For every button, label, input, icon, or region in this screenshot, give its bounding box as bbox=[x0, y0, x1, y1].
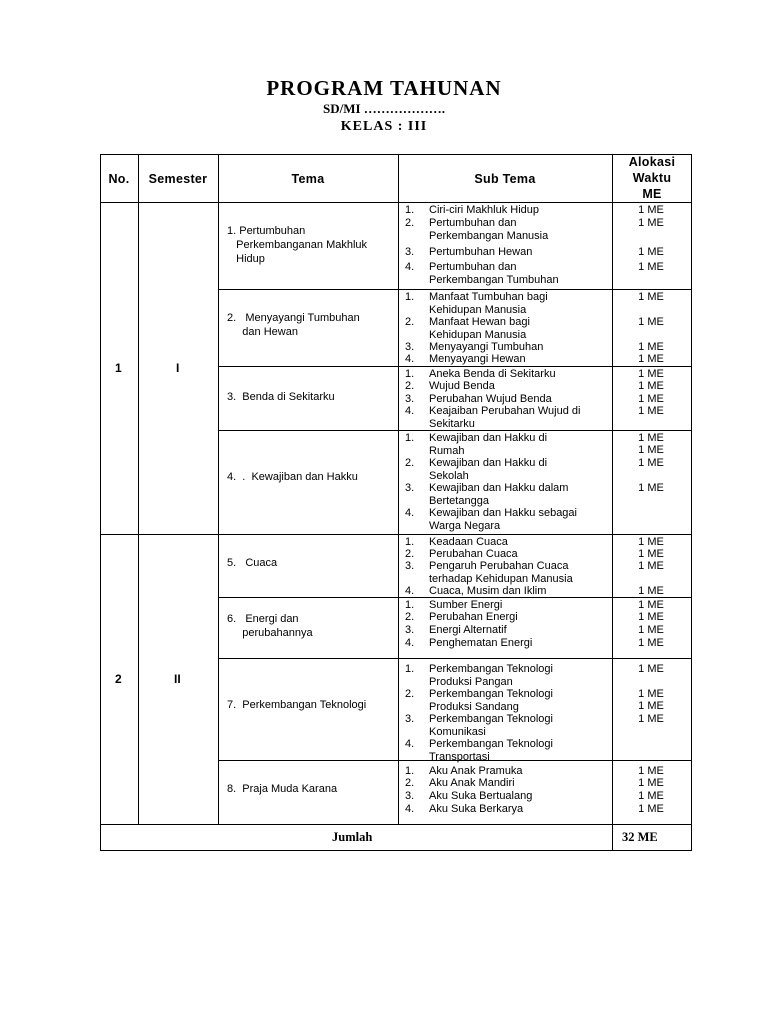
total-label: Jumlah bbox=[332, 830, 373, 844]
subtema-text bbox=[429, 663, 607, 688]
subtema-number: 4. bbox=[405, 637, 415, 649]
header-alokasi-2: Waktu bbox=[632, 171, 672, 185]
subtema-number: 1. bbox=[405, 599, 415, 611]
subtema-number: 3. bbox=[405, 393, 415, 405]
subtema-line: Perkembangan Tumbuhan bbox=[429, 273, 559, 286]
column-divider bbox=[218, 154, 219, 824]
header-alokasi-1: Alokasi bbox=[628, 155, 676, 169]
subtema-line: Energi Alternatif bbox=[429, 624, 507, 636]
subtema-text bbox=[429, 204, 607, 217]
alokasi-value: 1 ME bbox=[638, 261, 664, 273]
subtema-line: Menyayangi Hewan bbox=[429, 353, 526, 365]
subtema-item bbox=[405, 713, 610, 738]
subtema-text bbox=[429, 432, 607, 457]
subtema-line: Kewajiban dan Hakku sebagai bbox=[429, 507, 577, 519]
alokasi-value: 1 ME bbox=[638, 341, 664, 353]
subtema-number: 2. bbox=[405, 548, 415, 560]
subtema-line: Rumah bbox=[429, 444, 465, 457]
subtema-number: 4. bbox=[405, 803, 415, 815]
subtema-line: Kehidupan Manusia bbox=[429, 328, 527, 341]
subtema-item bbox=[405, 217, 610, 242]
subtema-line: terhadap Kehidupan Manusia bbox=[429, 572, 573, 585]
subtema-line: Perkembangan Teknologi bbox=[429, 738, 553, 750]
column-divider bbox=[138, 154, 139, 824]
subtema-item bbox=[405, 688, 610, 713]
tema-divider bbox=[218, 289, 692, 290]
subtema-text bbox=[429, 713, 607, 738]
subtema-number: 4. bbox=[405, 585, 415, 597]
page-title: PROGRAM TAHUNAN bbox=[266, 76, 502, 100]
subtema-number: 3. bbox=[405, 624, 415, 636]
footer-divider bbox=[100, 824, 692, 825]
subtema-number: 4. bbox=[405, 507, 415, 519]
subtema-item bbox=[405, 261, 610, 286]
subtema-item bbox=[405, 624, 610, 637]
header-subtema: Sub Tema bbox=[474, 172, 536, 186]
subtema-text bbox=[429, 316, 607, 341]
subtema-item bbox=[405, 507, 610, 532]
subtema-item bbox=[405, 585, 610, 598]
subtema-item bbox=[405, 611, 610, 624]
subtema-text bbox=[429, 536, 607, 549]
class-line: KELAS : III bbox=[340, 119, 428, 134]
header-semester: Semester bbox=[148, 172, 208, 186]
subtema-item bbox=[405, 204, 610, 217]
subtema-number: 3. bbox=[405, 482, 415, 494]
alokasi-value: 1 ME bbox=[638, 482, 664, 494]
subtema-line: Aku Anak Mandiri bbox=[429, 777, 515, 789]
subtema-line: Pertumbuhan dan bbox=[429, 261, 517, 273]
subtema-number: 4. bbox=[405, 405, 415, 417]
subtema-text bbox=[429, 585, 607, 598]
table-border-right bbox=[691, 154, 692, 851]
header-alokasi bbox=[612, 154, 692, 202]
alokasi-value: 1 ME bbox=[638, 637, 664, 649]
subtema-text bbox=[429, 777, 607, 790]
subtema-line: Perkembangan Teknologi bbox=[429, 713, 553, 725]
tema-line: 4. . Kewajiban dan Hakku bbox=[227, 471, 358, 483]
subtema-text bbox=[429, 291, 607, 316]
alokasi-value: 1 ME bbox=[638, 444, 664, 456]
subtema-line: Perubahan Wujud Benda bbox=[429, 393, 552, 405]
subtema-text bbox=[429, 405, 607, 430]
subtema-line: Wujud Benda bbox=[429, 380, 495, 392]
subtema-number: 2. bbox=[405, 457, 415, 469]
subtema-text bbox=[429, 688, 607, 713]
subtema-line: Transportasi bbox=[429, 750, 490, 763]
subtema-text bbox=[429, 353, 607, 366]
table-border-top bbox=[100, 154, 692, 155]
subtema-line: Komunikasi bbox=[429, 725, 486, 738]
subtema-item bbox=[405, 246, 610, 259]
alokasi-value: 1 ME bbox=[638, 803, 664, 815]
tema-cell bbox=[227, 698, 366, 712]
subtema-item bbox=[405, 637, 610, 650]
subtema-text bbox=[429, 548, 607, 561]
column-divider bbox=[612, 154, 613, 851]
subtema-number: 2. bbox=[405, 217, 415, 229]
subtema-number: 2. bbox=[405, 611, 415, 623]
tema-line: perubahannya bbox=[227, 627, 313, 639]
header-tema: Tema bbox=[291, 172, 325, 186]
subtema-line: Perkembangan Manusia bbox=[429, 229, 549, 242]
subtema-number: 3. bbox=[405, 560, 415, 572]
alokasi-value: 1 ME bbox=[638, 688, 664, 700]
subtema-line: Pertumbuhan dan bbox=[429, 217, 517, 229]
tema-line: 8. Praja Muda Karana bbox=[227, 783, 338, 795]
subtema-number: 1. bbox=[405, 536, 415, 548]
alokasi-value: 1 ME bbox=[638, 368, 664, 380]
subtema-number: 1. bbox=[405, 368, 415, 380]
subtema-item bbox=[405, 368, 610, 381]
tema-line: 6. Energi dan bbox=[227, 613, 299, 625]
subtema-item bbox=[405, 393, 610, 406]
subtema-number: 4. bbox=[405, 261, 415, 273]
alokasi-value: 1 ME bbox=[638, 548, 664, 560]
subtema-line: Perkembangan Teknologi bbox=[429, 688, 553, 700]
subtema-text bbox=[429, 457, 607, 482]
subtema-number: 1. bbox=[405, 663, 415, 675]
tema-line: 3. Benda di Sekitarku bbox=[227, 391, 335, 403]
subtema-text bbox=[429, 765, 607, 778]
subtema-number: 3. bbox=[405, 790, 415, 802]
subtema-item bbox=[405, 765, 610, 778]
subtema-text bbox=[429, 560, 607, 585]
subtema-line: Kehidupan Manusia bbox=[429, 303, 527, 316]
alokasi-value: 1 ME bbox=[638, 700, 664, 712]
subtema-line: Keajaiban Perubahan Wujud di bbox=[429, 405, 581, 417]
school-line: SD/MI ………………. bbox=[322, 101, 446, 116]
subtema-line: Keadaan Cuaca bbox=[429, 536, 508, 548]
tema-cell bbox=[227, 311, 360, 339]
subtema-text bbox=[429, 341, 607, 354]
subtema-line: Produksi Sandang bbox=[429, 700, 519, 713]
column-divider bbox=[398, 154, 399, 824]
subtema-item bbox=[405, 291, 610, 316]
subtema-line: Penghematan Energi bbox=[429, 637, 533, 649]
subtema-item bbox=[405, 803, 610, 816]
subtema-number: 3. bbox=[405, 341, 415, 353]
alokasi-value: 1 ME bbox=[638, 393, 664, 405]
subtema-text bbox=[429, 790, 607, 803]
alokasi-value: 1 ME bbox=[638, 353, 664, 365]
tema-divider bbox=[218, 534, 692, 535]
subtema-text bbox=[429, 380, 607, 393]
subtema-number: 3. bbox=[405, 246, 415, 258]
subtema-line: Perubahan Cuaca bbox=[429, 548, 518, 560]
subtema-item bbox=[405, 777, 610, 790]
subtema-text bbox=[429, 246, 607, 259]
semester-2: II bbox=[174, 672, 181, 686]
subtema-number: 1. bbox=[405, 291, 415, 303]
subtema-line: Pertumbuhan Hewan bbox=[429, 246, 533, 258]
subtema-item bbox=[405, 738, 610, 763]
subtema-line: Ciri-ciri Makhluk Hidup bbox=[429, 204, 540, 216]
tema-line: 5. Cuaca bbox=[227, 557, 278, 569]
tema-cell bbox=[227, 224, 367, 266]
subtema-text bbox=[429, 637, 607, 650]
subtema-line: Aku Suka Berkarya bbox=[429, 803, 524, 815]
subtema-number: 2. bbox=[405, 316, 415, 328]
subtema-text bbox=[429, 368, 607, 381]
subtema-line: Kewajiban dan Hakku dalam bbox=[429, 482, 569, 494]
subtema-text bbox=[429, 261, 607, 286]
subtema-number: 2. bbox=[405, 688, 415, 700]
header-no: No. bbox=[108, 172, 130, 186]
alokasi-value: 1 ME bbox=[638, 380, 664, 392]
alokasi-value: 1 ME bbox=[638, 713, 664, 725]
table-border-bottom bbox=[100, 850, 692, 851]
alokasi-value: 1 ME bbox=[638, 599, 664, 611]
subtema-text bbox=[429, 599, 607, 612]
alokasi-value: 1 ME bbox=[638, 457, 664, 469]
tema-divider bbox=[218, 658, 692, 659]
subtema-line: Kewajiban dan Hakku di bbox=[429, 457, 548, 469]
subtema-line: Pengaruh Perubahan Cuaca bbox=[429, 560, 569, 572]
subtema-line: Manfaat Hewan bagi bbox=[429, 316, 530, 328]
alokasi-value: 1 ME bbox=[638, 585, 664, 597]
subtema-number: 3. bbox=[405, 713, 415, 725]
subtema-line: Sumber Energi bbox=[429, 599, 503, 611]
tema-line: Hidup bbox=[227, 253, 265, 265]
subtema-number: 1. bbox=[405, 204, 415, 216]
tema-cell bbox=[227, 782, 337, 796]
subtema-item bbox=[405, 663, 610, 688]
alokasi-value: 1 ME bbox=[638, 432, 664, 444]
alokasi-value: 1 ME bbox=[638, 204, 664, 216]
tema-divider bbox=[218, 366, 692, 367]
semester-1: I bbox=[176, 361, 180, 375]
total-value: 32 ME bbox=[622, 830, 658, 844]
alokasi-value: 1 ME bbox=[638, 560, 664, 572]
subtema-number: 4. bbox=[405, 353, 415, 365]
alokasi-value: 1 ME bbox=[638, 611, 664, 623]
subtema-item bbox=[405, 341, 610, 354]
subtema-item bbox=[405, 405, 610, 430]
subtema-text bbox=[429, 738, 607, 763]
subtema-item bbox=[405, 599, 610, 612]
subtema-line: Sekolah bbox=[429, 469, 469, 482]
header-divider bbox=[100, 202, 692, 203]
alokasi-value: 1 ME bbox=[638, 405, 664, 417]
subtema-text bbox=[429, 217, 607, 242]
tema-line: 7. Perkembangan Teknologi bbox=[227, 699, 367, 711]
tema-line: dan Hewan bbox=[227, 326, 298, 338]
alokasi-value: 1 ME bbox=[638, 790, 664, 802]
subtema-item bbox=[405, 548, 610, 561]
subtema-item bbox=[405, 560, 610, 585]
subtema-line: Warga Negara bbox=[429, 519, 501, 532]
alokasi-value: 1 ME bbox=[638, 624, 664, 636]
header-alokasi-3: ME bbox=[642, 187, 662, 201]
subtema-number: 2. bbox=[405, 380, 415, 392]
subtema-line: Sekitarku bbox=[429, 417, 475, 430]
tema-cell bbox=[227, 390, 335, 404]
subtema-line: Perubahan Energi bbox=[429, 611, 518, 623]
subtema-text bbox=[429, 507, 607, 532]
table-border-left bbox=[100, 154, 101, 851]
tema-line: 2. Menyayangi Tumbuhan bbox=[227, 312, 360, 324]
tema-cell bbox=[227, 556, 277, 570]
alokasi-value: 1 ME bbox=[638, 246, 664, 258]
subtema-text bbox=[429, 803, 607, 816]
subtema-item bbox=[405, 790, 610, 803]
subtema-text bbox=[429, 482, 607, 507]
subtema-text bbox=[429, 393, 607, 406]
tema-cell bbox=[227, 470, 358, 484]
alokasi-value: 1 ME bbox=[638, 291, 664, 303]
row-number-2: 2 bbox=[115, 672, 122, 686]
row-number-1: 1 bbox=[115, 361, 122, 375]
subtema-item bbox=[405, 432, 610, 457]
subtema-line: Aku Anak Pramuka bbox=[429, 765, 523, 777]
subtema-line: Bertetangga bbox=[429, 494, 489, 507]
subtema-line: Manfaat Tumbuhan bagi bbox=[429, 291, 548, 303]
subtema-number: 4. bbox=[405, 738, 415, 750]
tema-line: 1. Pertumbuhan bbox=[227, 225, 306, 237]
alokasi-value: 1 ME bbox=[638, 217, 664, 229]
subtema-text bbox=[429, 624, 607, 637]
subtema-item bbox=[405, 380, 610, 393]
alokasi-value: 1 ME bbox=[638, 316, 664, 328]
subtema-number: 2. bbox=[405, 777, 415, 789]
subtema-item bbox=[405, 482, 610, 507]
alokasi-value: 1 ME bbox=[638, 663, 664, 675]
subtema-number: 1. bbox=[405, 765, 415, 777]
subtema-item bbox=[405, 353, 610, 366]
subtema-item bbox=[405, 536, 610, 549]
subtema-line: Aneka Benda di Sekitarku bbox=[429, 368, 556, 380]
subtema-line: Cuaca, Musim dan Iklim bbox=[429, 585, 547, 597]
alokasi-value: 1 ME bbox=[638, 765, 664, 777]
subtema-line: Aku Suka Bertualang bbox=[429, 790, 533, 802]
semester-divider bbox=[100, 534, 218, 535]
subtema-line: Produksi Pangan bbox=[429, 675, 513, 688]
tema-line: Perkembanganan Makhluk bbox=[227, 239, 368, 251]
subtema-item bbox=[405, 457, 610, 482]
subtema-item bbox=[405, 316, 610, 341]
alokasi-value: 1 ME bbox=[638, 536, 664, 548]
program-table bbox=[100, 154, 692, 851]
subtema-text bbox=[429, 611, 607, 624]
subtema-number: 1. bbox=[405, 432, 415, 444]
alokasi-value: 1 ME bbox=[638, 777, 664, 789]
subtema-line: Perkembangan Teknologi bbox=[429, 663, 553, 675]
subtema-line: Menyayangi Tumbuhan bbox=[429, 341, 544, 353]
tema-cell bbox=[227, 612, 313, 640]
subtema-line: Kewajiban dan Hakku di bbox=[429, 432, 548, 444]
